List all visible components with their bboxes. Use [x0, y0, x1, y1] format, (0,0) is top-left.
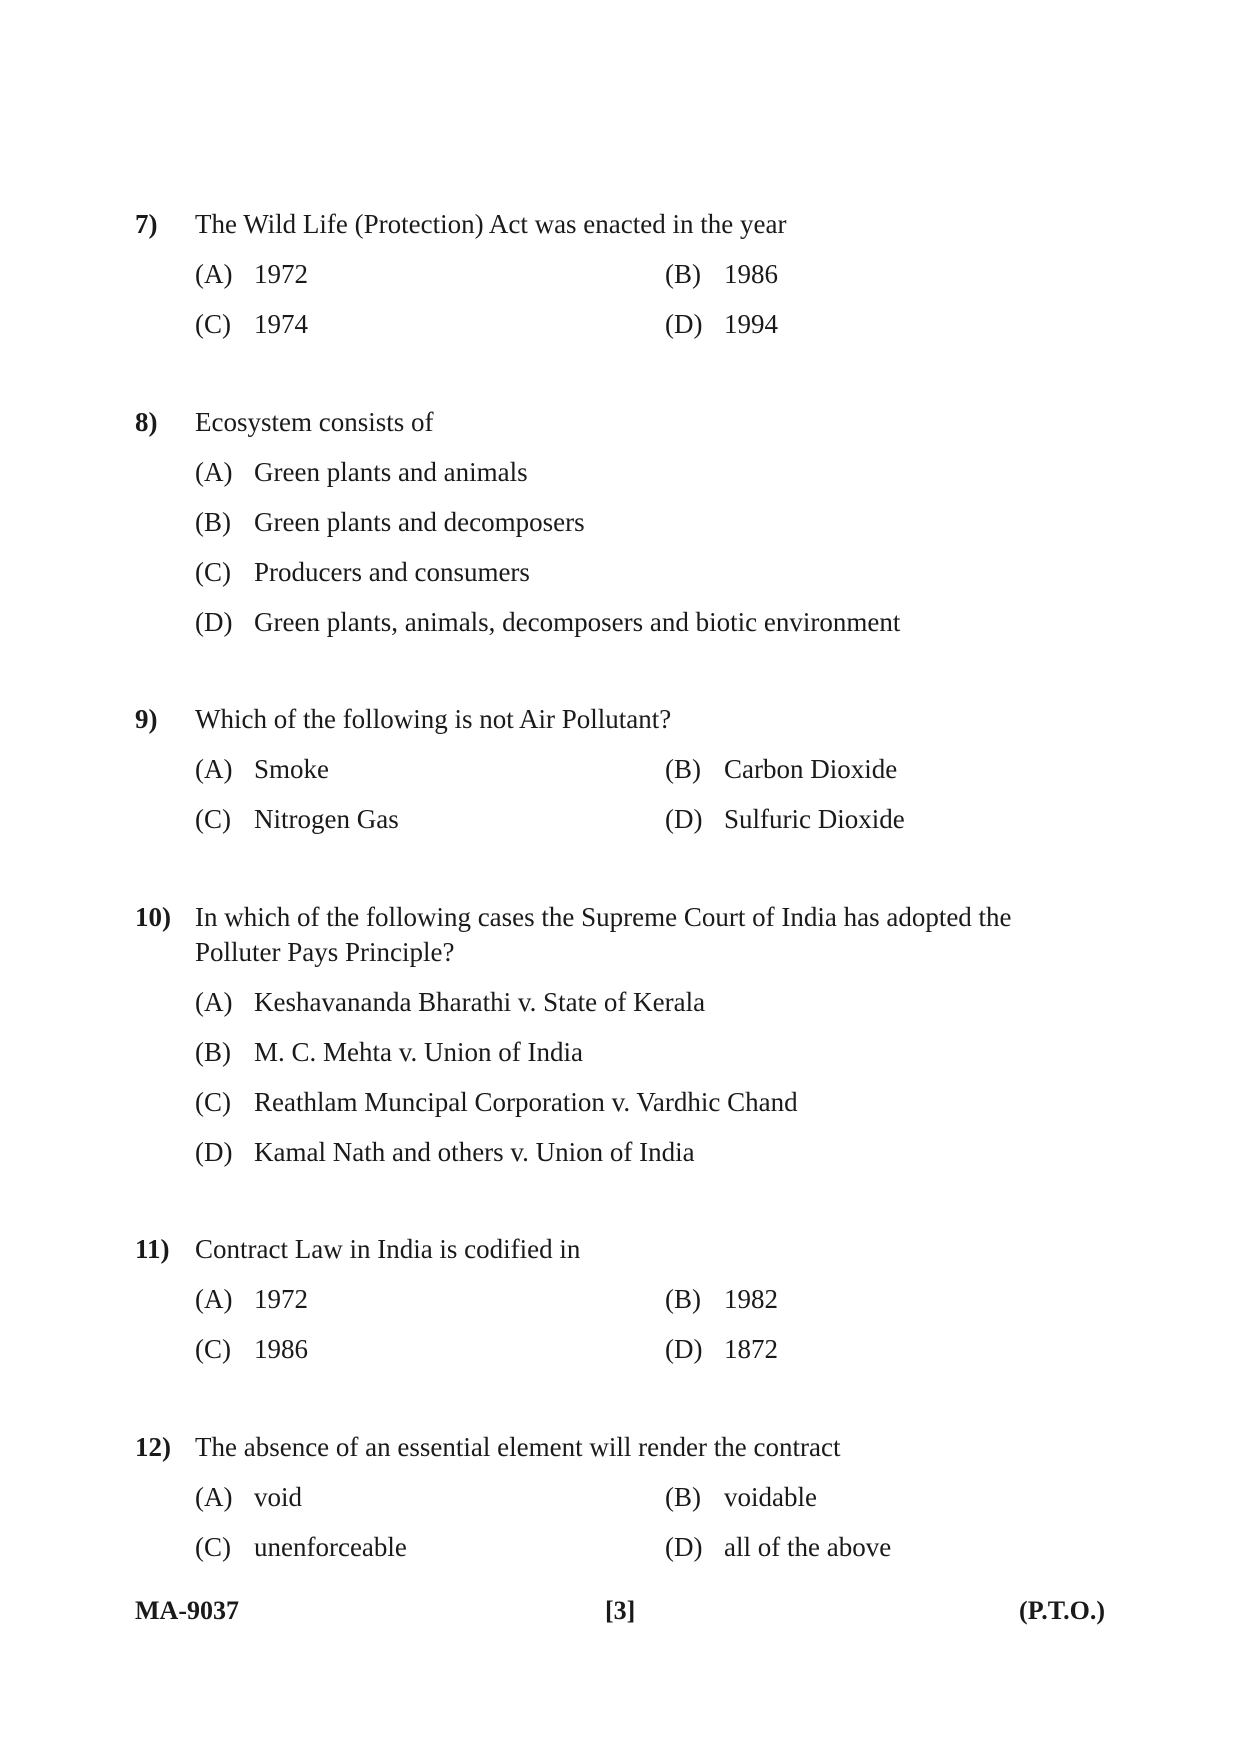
option-text: 1994	[724, 309, 778, 339]
option-label: (B)	[665, 1284, 701, 1314]
question-header	[135, 1232, 1095, 1267]
options-grid	[195, 752, 1095, 837]
option-text: Sulfuric Dioxide	[724, 804, 905, 834]
option-label: (A)	[195, 259, 233, 289]
option-text: 1972	[254, 259, 308, 289]
option-d	[195, 1135, 1095, 1170]
option-b	[195, 505, 1095, 540]
question-11	[135, 1232, 1095, 1367]
option-label: (C)	[195, 1532, 231, 1562]
option-label: (D)	[195, 1137, 233, 1167]
please-turn-over: (P.T.O.)	[1019, 1596, 1105, 1625]
option-text: Keshavananda Bharathi v. State of Kerala	[254, 987, 706, 1017]
option-label: (C)	[195, 1087, 231, 1117]
option-label: (B)	[195, 507, 231, 537]
options-grid	[195, 1480, 1095, 1565]
option-d	[665, 307, 1105, 342]
option-d	[665, 1530, 1105, 1565]
question-8	[135, 405, 1095, 640]
option-a	[195, 1282, 665, 1317]
option-text: Smoke	[254, 754, 330, 784]
question-header	[135, 900, 1095, 970]
question-header	[135, 1430, 1095, 1465]
option-text: Carbon Dioxide	[724, 754, 898, 784]
option-d	[665, 802, 1105, 837]
option-text: Green plants and animals	[254, 457, 528, 487]
option-text: Green plants and decomposers	[254, 507, 585, 537]
option-label: (D)	[665, 1334, 703, 1364]
options-grid	[195, 1282, 1095, 1367]
question-text: Ecosystem consists of	[195, 407, 434, 437]
option-b	[665, 1282, 1105, 1317]
option-label: (C)	[195, 309, 231, 339]
option-text: Nitrogen Gas	[254, 804, 399, 834]
option-text: M. C. Mehta v. Union of India	[254, 1037, 583, 1067]
option-text: unenforceable	[254, 1532, 407, 1562]
option-label: (D)	[665, 804, 703, 834]
option-c	[195, 1530, 665, 1565]
option-c	[195, 307, 665, 342]
option-label: (A)	[195, 1482, 233, 1512]
option-text: 1972	[254, 1284, 308, 1314]
question-7	[135, 207, 1095, 342]
option-label: (D)	[665, 1532, 703, 1562]
option-text: voidable	[724, 1482, 817, 1512]
question-number: 10)	[135, 902, 171, 932]
options-list	[195, 455, 1095, 640]
option-a	[195, 455, 1095, 490]
option-label: (A)	[195, 754, 233, 784]
option-text: Producers and consumers	[254, 557, 530, 587]
option-label: (D)	[195, 607, 233, 637]
option-label: (D)	[665, 309, 703, 339]
option-c	[195, 1085, 1095, 1120]
question-header	[135, 405, 1095, 440]
option-c	[195, 555, 1095, 590]
option-label: (C)	[195, 557, 231, 587]
paper-code: MA-9037	[135, 1596, 239, 1625]
option-a	[195, 257, 665, 292]
option-label: (A)	[195, 987, 233, 1017]
option-d	[665, 1332, 1105, 1367]
option-b	[195, 1035, 1095, 1070]
question-text: The Wild Life (Protection) Act was enacted in the year	[195, 209, 787, 239]
options-grid	[195, 257, 1095, 342]
option-text: 1986	[724, 259, 778, 289]
option-label: (B)	[665, 754, 701, 784]
option-text: Green plants, animals, decomposers and biotic environment	[254, 607, 901, 637]
question-12	[135, 1430, 1095, 1565]
option-b	[665, 752, 1105, 787]
question-number: 11)	[135, 1234, 170, 1264]
option-a	[195, 985, 1095, 1020]
options-list	[195, 985, 1095, 1170]
option-label: (A)	[195, 457, 233, 487]
option-text: void	[254, 1482, 303, 1512]
page-footer	[135, 1593, 1105, 1629]
option-c	[195, 802, 665, 837]
question-10	[135, 900, 1095, 1170]
option-a	[195, 752, 665, 787]
option-text: 1986	[254, 1334, 308, 1364]
question-number: 8)	[135, 407, 158, 437]
question-number: 9)	[135, 704, 158, 734]
option-text: all of the above	[724, 1532, 892, 1562]
option-text: 1974	[254, 309, 308, 339]
option-label: (C)	[195, 1334, 231, 1364]
option-text: 1872	[724, 1334, 778, 1364]
option-label: (B)	[665, 259, 701, 289]
option-c	[195, 1332, 665, 1367]
question-text: In which of the following cases the Supreme Court of India has adopted the Polluter Pays Principle?	[195, 902, 1012, 967]
option-b	[665, 257, 1105, 292]
option-text: Kamal Nath and others v. Union of India	[254, 1137, 695, 1167]
question-header	[135, 207, 1095, 242]
option-text: Reathlam Muncipal Corporation v. Vardhic Chand	[254, 1087, 798, 1117]
option-d	[195, 605, 1095, 640]
option-label: (B)	[195, 1037, 231, 1067]
question-header	[135, 702, 1095, 737]
question-text: The absence of an essential element will render the contract	[195, 1432, 841, 1462]
option-label: (C)	[195, 804, 231, 834]
option-text: 1982	[724, 1284, 778, 1314]
page-number: [3]	[605, 1596, 636, 1625]
option-label: (A)	[195, 1284, 233, 1314]
question-number: 7)	[135, 209, 158, 239]
option-b	[665, 1480, 1105, 1515]
option-label: (B)	[665, 1482, 701, 1512]
option-a	[195, 1480, 665, 1515]
question-number: 12)	[135, 1432, 171, 1462]
question-text: Which of the following is not Air Pollutant?	[195, 704, 672, 734]
question-9	[135, 702, 1095, 837]
question-text: Contract Law in India is codified in	[195, 1234, 581, 1264]
